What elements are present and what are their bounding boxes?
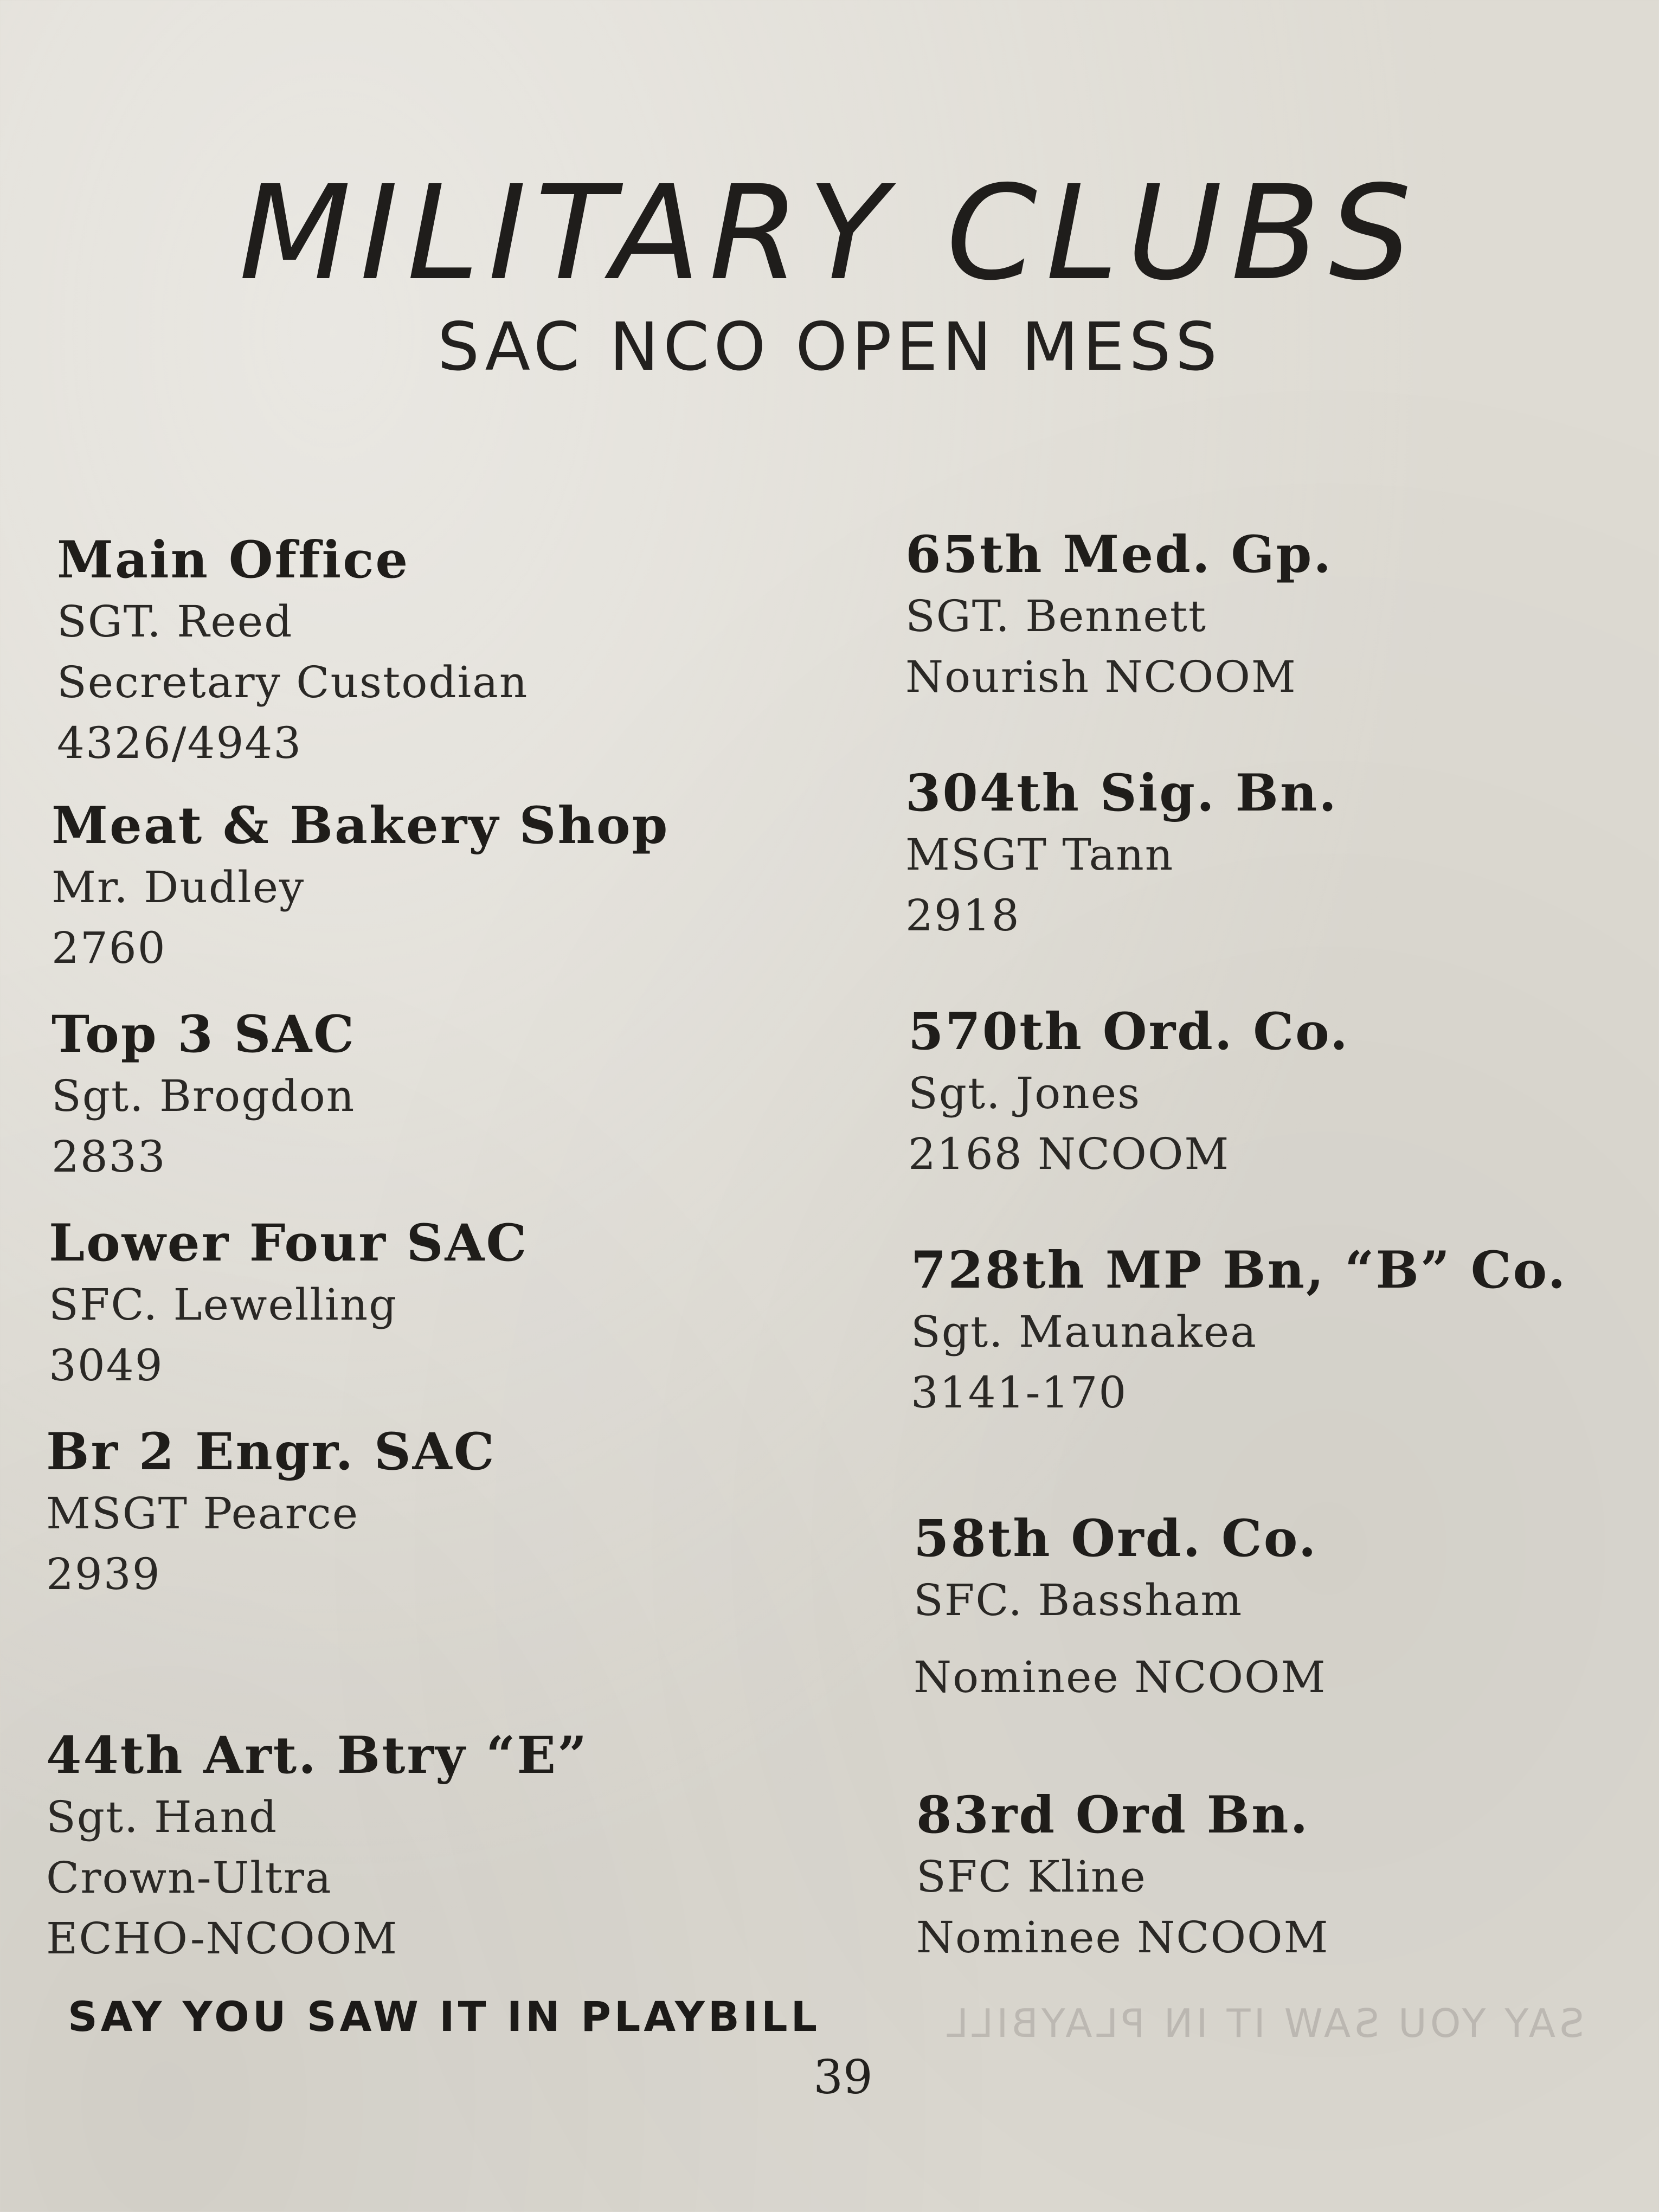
club-entry-meat-bakery-shop bbox=[52, 794, 669, 979]
club-name: Main Office bbox=[57, 530, 410, 590]
phone-number: 4326/4943 bbox=[57, 718, 303, 768]
contact-name: Sgt. Maunakea bbox=[911, 1307, 1257, 1357]
club-entry-br-2-engr-sac bbox=[46, 1420, 496, 1605]
club-name: 304th Sig. Bn. bbox=[905, 763, 1338, 823]
contact-name: SGT. Reed bbox=[57, 596, 293, 647]
contact-detail: Nominee NCOOM bbox=[914, 1652, 1327, 1702]
club-entry-65th-med-gp bbox=[905, 523, 1333, 708]
phone-number: 2918 bbox=[905, 890, 1020, 941]
club-entry-main-office bbox=[57, 529, 528, 774]
playbill-slogan: SAY YOU SAW IT IN PLAYBILL bbox=[68, 1992, 820, 2041]
contact-name: Sgt. Brogdon bbox=[52, 1071, 356, 1121]
contact-detail: Crown-Ultra bbox=[46, 1853, 332, 1903]
club-entry-top-3-sac bbox=[52, 1003, 356, 1187]
club-name: Br 2 Engr. SAC bbox=[46, 1422, 496, 1482]
club-entry-83rd-ord-bn bbox=[916, 1784, 1329, 1968]
contact-title: Secretary Custodian bbox=[57, 657, 529, 708]
contact-name: Sgt. Hand bbox=[46, 1792, 278, 1842]
club-name: Meat & Bakery Shop bbox=[52, 796, 670, 856]
club-name: Top 3 SAC bbox=[52, 1005, 356, 1064]
club-name: 44th Art. Btry “E” bbox=[46, 1726, 589, 1785]
contact-name: SFC Kline bbox=[916, 1851, 1147, 1902]
contact-name: SFC. Bassham bbox=[914, 1575, 1243, 1625]
contact-name: MSGT Pearce bbox=[46, 1488, 359, 1539]
club-entry-570th-ord-co bbox=[908, 1000, 1349, 1185]
phone-number: 3049 bbox=[49, 1340, 164, 1391]
page-subtitle: SAC NCO OPEN MESS bbox=[437, 308, 1222, 385]
phone-number: 2833 bbox=[52, 1131, 166, 1182]
club-name: Lower Four SAC bbox=[49, 1213, 529, 1273]
club-name: 65th Med. Gp. bbox=[905, 525, 1333, 584]
contact-detail: 2168 NCOOM bbox=[908, 1129, 1230, 1179]
contact-name: MSGT Tann bbox=[905, 829, 1174, 880]
contact-name: SGT. Bennett bbox=[905, 591, 1207, 641]
club-name: 58th Ord. Co. bbox=[914, 1509, 1318, 1568]
club-entry-58th-ord-co bbox=[914, 1507, 1327, 1708]
phone-number: 3141-170 bbox=[911, 1367, 1128, 1418]
phone-number: 2939 bbox=[46, 1549, 161, 1599]
contact-name: Mr. Dudley bbox=[52, 862, 305, 912]
club-entry-lower-four-sac bbox=[49, 1212, 528, 1396]
contact-name: Sgt. Jones bbox=[908, 1068, 1141, 1118]
page-number: 39 bbox=[813, 2050, 873, 2105]
club-name: 728th MP Bn, “B” Co. bbox=[911, 1240, 1567, 1300]
bleed-through-slogan: SAY YOU SAW IT IN PLAYBILL bbox=[943, 2001, 1585, 2046]
phone-number: 2760 bbox=[52, 923, 166, 973]
contact-detail: Nourish NCOOM bbox=[905, 652, 1297, 702]
page-title: MILITARY CLUBS bbox=[239, 157, 1420, 309]
club-entry-728th-mp-bn-b-co bbox=[911, 1239, 1567, 1423]
club-entry-304th-sig-bn bbox=[905, 762, 1338, 946]
club-entry-44th-art-btry-e bbox=[46, 1724, 588, 1969]
club-name: 570th Ord. Co. bbox=[908, 1002, 1349, 1062]
contact-detail: ECHO-NCOOM bbox=[46, 1913, 398, 1964]
contact-name: SFC. Lewelling bbox=[49, 1279, 398, 1330]
club-name: 83rd Ord Bn. bbox=[916, 1785, 1310, 1845]
contact-detail: Nominee NCOOM bbox=[916, 1912, 1329, 1963]
